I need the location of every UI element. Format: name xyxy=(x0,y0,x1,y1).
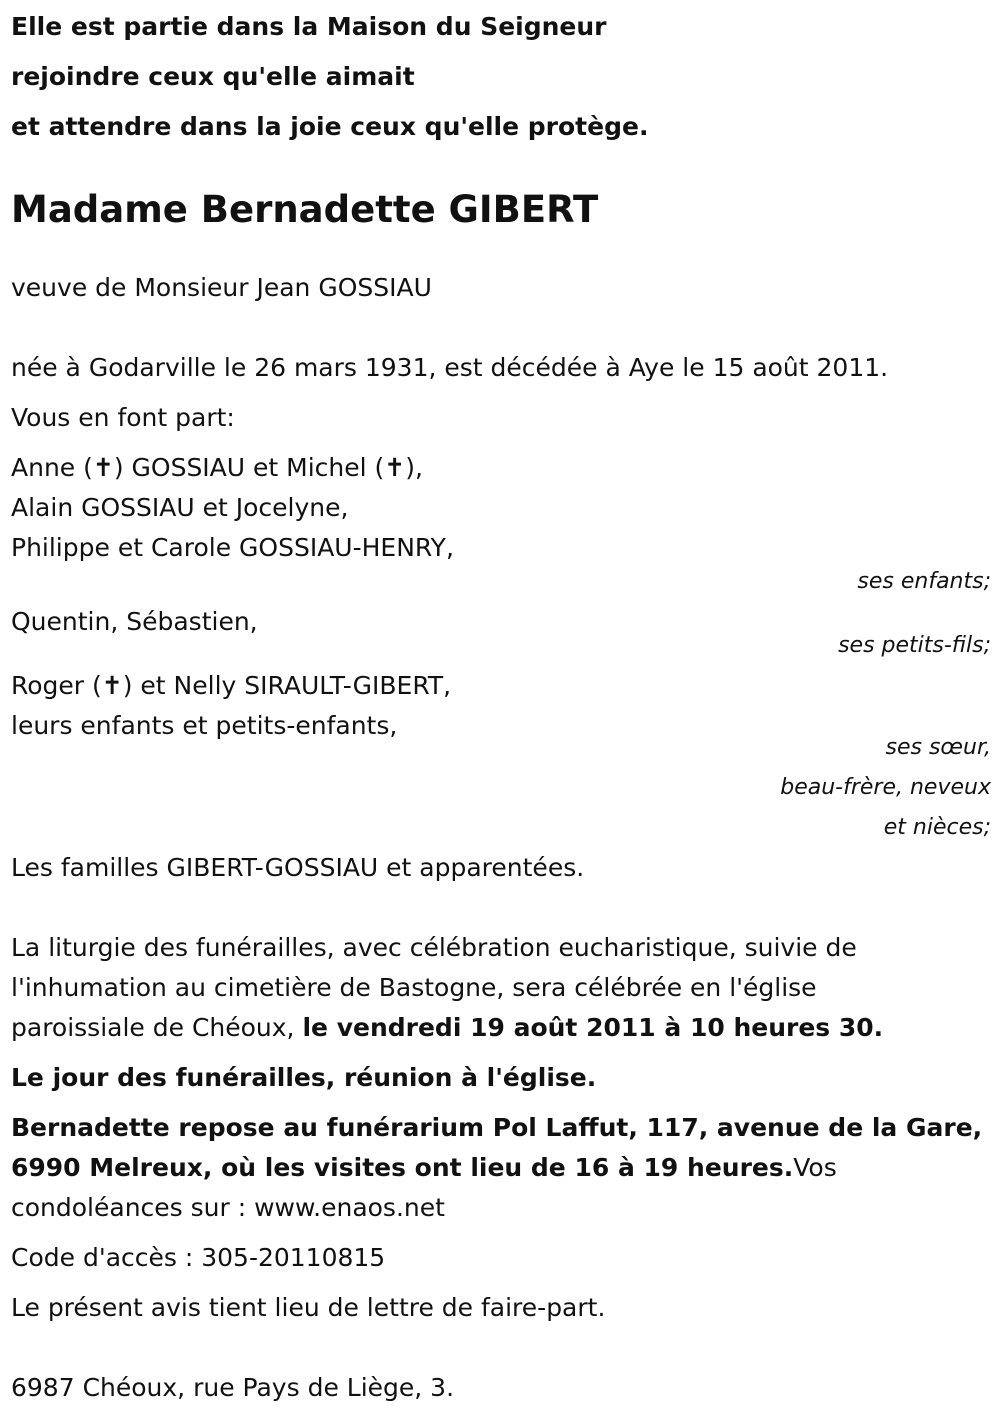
funerarium-after: Vos xyxy=(793,1153,837,1182)
siblings-relation-2: beau-frère, neveux xyxy=(780,775,991,800)
quote-line-3: et attendre dans la joie ceux qu'elle protège. xyxy=(11,112,649,141)
funerarium-line-2 xyxy=(11,1148,991,1188)
families: Les familles GIBERT-GOSSIAU et apparentées. xyxy=(11,853,585,882)
grandchildren-block xyxy=(11,602,991,666)
funerarium-block xyxy=(11,1108,991,1228)
liturgy-line-3 xyxy=(11,1008,991,1048)
obituary-page xyxy=(11,0,991,1408)
quote xyxy=(11,2,991,152)
widow-of: veuve de Monsieur Jean GOSSIAU xyxy=(11,273,432,302)
reunion: Le jour des funérailles, réunion à l'église. xyxy=(11,1063,597,1092)
children-relation: ses enfants; xyxy=(857,569,991,594)
children-line-3: Philippe et Carole GOSSIAU-HENRY, xyxy=(11,533,454,562)
children-line-1: Anne (✝) GOSSIAU et Michel (✝), xyxy=(11,453,423,482)
announce: Vous en font part: xyxy=(11,403,235,432)
access-code: Code d'accès : 305-20110815 xyxy=(11,1243,386,1272)
address: 6987 Chéoux, rue Pays de Liège, 3. xyxy=(11,1373,455,1402)
siblings-relation-3: et nièces; xyxy=(883,815,991,840)
liturgy-date-time: le vendredi 19 août 2011 à 10 heures 30. xyxy=(302,1013,884,1042)
quote-line-1: Elle est partie dans la Maison du Seigneur xyxy=(11,12,607,41)
siblings-relation-1: ses sœur, xyxy=(885,735,991,760)
liturgy-line-3-normal: paroissiale de Chéoux, xyxy=(11,1013,295,1042)
condolences: condoléances sur : www.enaos.net xyxy=(11,1193,445,1222)
notice: Le présent avis tient lieu de lettre de faire-part. xyxy=(11,1293,606,1322)
siblings-block xyxy=(11,666,991,848)
liturgy-line-1: La liturgie des funérailles, avec célébration eucharistique, suivie de xyxy=(11,933,857,962)
funerarium-line-1: Bernadette repose au funérarium Pol Laffut, 117, avenue de la Gare, xyxy=(11,1113,983,1142)
siblings-line-1: Roger (✝) et Nelly SIRAULT-GIBERT, xyxy=(11,671,452,700)
funerarium-visits: 6990 Melreux, où les visites ont lieu de 16 à 19 heures. xyxy=(11,1153,794,1182)
children-block xyxy=(11,448,991,602)
liturgy-line-2: l'inhumation au cimetière de Bastogne, sera célébrée en l'église xyxy=(11,973,817,1002)
grandchildren-line-1: Quentin, Sébastien, xyxy=(11,607,258,636)
siblings-line-2: leurs enfants et petits-enfants, xyxy=(11,711,398,740)
children-line-2: Alain GOSSIAU et Jocelyne, xyxy=(11,493,349,522)
liturgy-block xyxy=(11,928,991,1048)
quote-line-2: rejoindre ceux qu'elle aimait xyxy=(11,62,415,91)
grandchildren-relation: ses petits-fils; xyxy=(838,633,991,658)
birth-death: née à Godarville le 26 mars 1931, est décédée à Aye le 15 août 2011. xyxy=(11,353,889,382)
deceased-name: Madame Bernadette GIBERT xyxy=(11,188,599,231)
